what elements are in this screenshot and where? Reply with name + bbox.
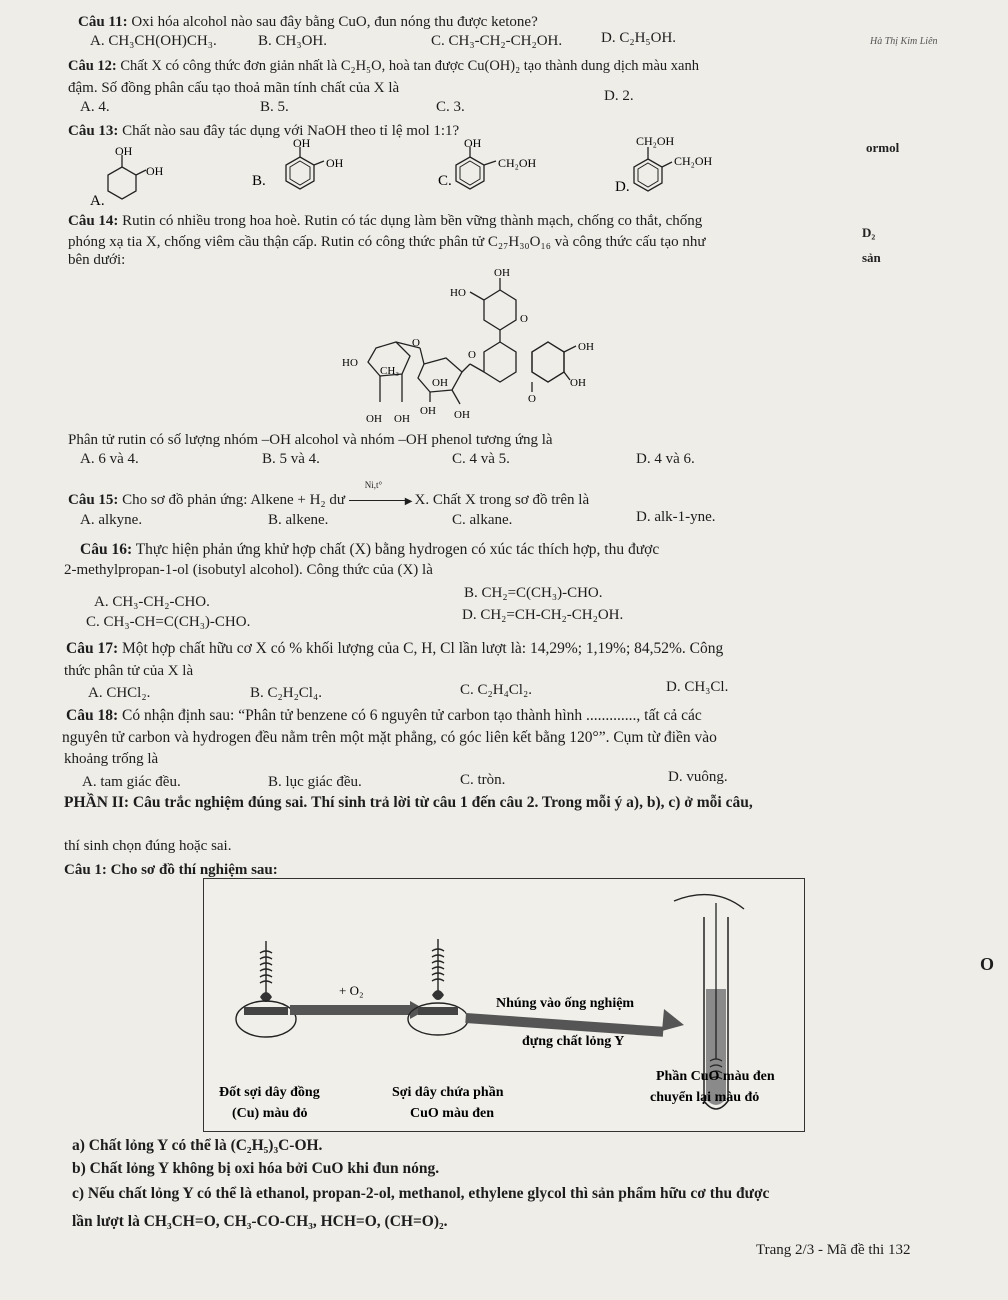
question-16-text-line2: 2-methylpropan-1-ol (isobutyl alcohol). Công thức của (X) là — [64, 562, 433, 578]
part-2-header — [64, 794, 753, 812]
part-2-text-line2: thí sinh chọn đúng hoặc sai. — [64, 838, 232, 854]
q13-d-ch2oh1: CH₂OH — [636, 135, 675, 148]
question-14-stem — [68, 213, 702, 230]
q16-option-d[interactable]: D. CH₂=CH-CH₂-CH₂OH. — [462, 607, 624, 623]
corner-handwritten-note: Hà Thị Kim Liên — [870, 36, 938, 47]
q17-option-b[interactable]: B. C₂H₂Cl₄. — [250, 685, 322, 701]
part-2-title: PHẦN II: Câu trắc nghiệm đúng sai. — [64, 794, 308, 811]
q14-question: Phân tử rutin có số lượng nhóm –OH alcohol và nhóm –OH phenol tương ứng là — [68, 432, 553, 448]
part2-question-1-number: Câu 1: — [64, 862, 107, 878]
question-14-number: Câu 14: — [68, 213, 119, 229]
q14-option-d[interactable]: D. 4 và 6. — [636, 451, 695, 467]
rutin-oh-4: OH — [432, 377, 448, 389]
question-16-stem — [80, 541, 659, 559]
rutin-ho-2: HO — [342, 357, 358, 369]
label-burn-1: Đốt sợi dây đồng — [219, 1085, 320, 1100]
q13-b-oh2: OH — [326, 156, 344, 170]
q14-option-a[interactable]: A. 6 và 4. — [80, 451, 139, 467]
label-wire-1: Sợi dây chứa phần — [392, 1085, 504, 1100]
question-11-number: Câu 11: — [78, 14, 128, 30]
q13-label-a[interactable]: A. — [90, 193, 105, 209]
rutin-ho-1: HO — [450, 287, 466, 299]
question-12-stem — [68, 58, 699, 75]
question-15-stem — [68, 480, 590, 509]
question-18-stem — [66, 707, 702, 725]
copper-coil-2 — [432, 939, 444, 995]
q11-option-b[interactable]: B. CH₃OH. — [258, 33, 327, 49]
q13-right-edge-text: ormol — [866, 140, 900, 155]
q12-option-b[interactable]: B. 5. — [260, 99, 289, 115]
question-16-text: Thực hiện phản ứng khử hợp chất (X) bằng hydrogen có xúc tác thích hợp, thu được — [135, 541, 660, 558]
rutin-structure — [320, 262, 640, 432]
question-11-text: Oxi hóa alcohol nào sau đây bằng CuO, đun nóng thu được ketone? — [131, 14, 538, 30]
q13-b-oh1: OH — [293, 136, 311, 150]
label-dip-2: đựng chất lỏng Y — [522, 1034, 625, 1049]
label-tube-1: Phần CuO màu đen — [656, 1069, 775, 1084]
rutin-oh-6: OH — [366, 413, 382, 425]
q15-reaction-arrow: Ni,t° ▶ — [349, 492, 411, 509]
part2-right-edge-text: O — [980, 954, 995, 974]
part2-q1-statement-c-line2: lần lượt là CH₃CH=O, CH₃-CO-CH₃, HCH=O, (CH=O)₂. — [72, 1213, 448, 1230]
q14-option-c[interactable]: C. 4 và 5. — [452, 451, 510, 467]
part2-q1-statement-a[interactable]: a) Chất lỏng Y có thể là (C₂H₅)₃C-OH. — [72, 1137, 323, 1154]
q11-option-c[interactable]: C. CH₃-CH₂-CH₂OH. — [431, 33, 563, 49]
copper-coil-1 — [260, 941, 272, 997]
q14-right-edge-text1: D₂ — [862, 225, 876, 240]
question-13-number: Câu 13: — [68, 123, 119, 139]
label-wire-2: CuO màu đen — [410, 1106, 495, 1121]
question-14-text-line3: bên dưới: — [68, 252, 126, 268]
experiment-drawing — [204, 879, 804, 1131]
rutin-a-ring — [532, 342, 564, 382]
q11-option-d[interactable]: D. C₂H₅OH. — [601, 30, 677, 46]
q13-label-b[interactable]: B. — [252, 173, 266, 189]
question-15-number: Câu 15: — [68, 492, 119, 508]
q13-label-c[interactable]: C. — [438, 173, 452, 189]
rutin-oh-3: OH — [570, 377, 586, 389]
question-15-text-pre: Cho sơ đồ phản ứng: Alkene + H₂ dư — [122, 492, 346, 508]
rutin-oh-8: OH — [454, 409, 470, 421]
arrow-1 — [290, 1001, 426, 1019]
rutin-o-glycoside: O — [468, 349, 476, 361]
q17-option-d[interactable]: D. CH₃Cl. — [666, 679, 729, 695]
rutin-o-bridge: O — [412, 337, 420, 349]
experiment-figure — [203, 878, 805, 1132]
q12-option-a[interactable]: A. 4. — [80, 99, 110, 115]
question-17-stem — [66, 640, 723, 658]
arrow-2 — [465, 1009, 684, 1037]
q14-option-b[interactable]: B. 5 và 4. — [262, 451, 320, 467]
q13-c-oh: OH — [464, 136, 482, 150]
q15-option-b[interactable]: B. alkene. — [268, 512, 329, 528]
rutin-oh-7: OH — [394, 413, 410, 425]
rutin-o-ring: O — [520, 313, 528, 325]
rutin-oh-1: OH — [494, 267, 510, 279]
question-16-number: Câu 16: — [80, 541, 133, 558]
burner-flame-1 — [236, 992, 296, 1037]
q18-option-b[interactable]: B. lục giác đều. — [268, 774, 362, 790]
q13-structures — [60, 135, 780, 215]
question-18-text: Có nhận định sau: “Phân tử benzene có 6 nguyên tử carbon tạo thành hình ............., tất cả các — [121, 707, 702, 724]
question-11-stem — [78, 14, 538, 31]
question-17-text-line2: thức phân tử của X là — [64, 663, 194, 679]
rutin-oh-2: OH — [578, 341, 594, 353]
q13-structure-b — [252, 136, 344, 189]
q17-option-a[interactable]: A. CHCl₂. — [88, 685, 151, 701]
q13-d-ch2oh2: CH₂OH — [674, 154, 713, 168]
part2-q1-statement-c[interactable]: c) Nếu chất lỏng Y có thể là ethanol, propan-2-ol, methanol, ethylene glycol thì sản phẩm hữu cơ thu được — [72, 1185, 770, 1202]
q12-option-c[interactable]: C. 3. — [436, 99, 465, 115]
q15-option-a[interactable]: A. alkyne. — [80, 512, 143, 528]
part-2-text: Thí sinh trả lời từ câu 1 đến câu 2. Trong mỗi ý a), b), c) ở mỗi câu, — [311, 794, 753, 811]
q13-structure-a — [90, 144, 164, 209]
rutin-o-carbonyl: O — [528, 393, 536, 405]
question-18-number: Câu 18: — [66, 707, 119, 724]
q11-option-a[interactable]: A. CH₃CH(OH)CH₃. — [90, 33, 217, 49]
question-18-text-line2: nguyên tử carbon và hydrogen đều nằm trên một mặt phẳng, có góc liên kết bằng 120°”. Cụm từ điền vào — [62, 729, 717, 746]
q17-option-c[interactable]: C. C₂H₄Cl₂. — [460, 682, 532, 698]
q18-option-c[interactable]: C. tròn. — [460, 772, 506, 788]
question-12-text-line2: đậm. Số đồng phân cấu tạo thoả mãn tính chất của X là — [68, 80, 400, 96]
question-14-text: Rutin có nhiều trong hoa hoè. Rutin có tác dụng làm bền vững thành mạch, chống co thắt, chống — [122, 213, 703, 229]
oxygen-label: + O₂ — [339, 983, 364, 998]
label-burn-2: (Cu) màu đỏ — [232, 1106, 308, 1121]
question-13-text: Chất nào sau đây tác dụng với NaOH theo tỉ lệ mol 1:1? — [122, 123, 460, 139]
q15-option-c[interactable]: C. alkane. — [452, 512, 513, 528]
question-12-text: Chất X có công thức đơn giản nhất là C₂H₅O, hoà tan được Cu(OH)₂ tạo thành dung dịch màu xanh — [120, 58, 699, 74]
q12-option-d[interactable]: D. 2. — [604, 88, 634, 104]
q13-structure-c — [438, 136, 537, 189]
question-15-text-post: X. Chất X trong sơ đồ trên là — [414, 492, 590, 508]
question-14-text-line2: phóng xạ tia X, chống viêm cầu thận cấp. Rutin có công thức phân tử C₂₇H₃₀O₁₆ và công thức cấu tạo như — [68, 234, 706, 250]
page-footer: Trang 2/3 - Mã đề thi 132 — [756, 1242, 911, 1258]
part2-question-1-stem — [64, 862, 278, 879]
q18-option-d[interactable]: D. vuông. — [668, 769, 728, 785]
q15-condition: Ni,t° — [364, 480, 383, 490]
q15-option-d[interactable]: D. alk-1-yne. — [636, 509, 716, 525]
q13-c-ch2oh: CH₂OH — [498, 156, 537, 170]
question-18-text-line3: khoảng trống là — [64, 751, 159, 767]
question-12-number: Câu 12: — [68, 58, 117, 74]
q13-a-oh2: OH — [146, 164, 164, 178]
rutin-c-ring — [484, 342, 516, 382]
label-dip-1: Nhúng vào ống nghiệm — [496, 996, 635, 1011]
q14-right-edge-text2: sản — [862, 250, 881, 265]
q13-label-d[interactable]: D. — [615, 179, 630, 195]
q13-structure-d — [615, 135, 713, 195]
rutin-ch3: CH₃ — [380, 365, 400, 377]
q16-option-c[interactable]: C. CH₃-CH=C(CH₃)-CHO. — [86, 614, 251, 630]
label-tube-2: chuyển lại màu đỏ — [650, 1090, 760, 1105]
q16-option-a[interactable]: A. CH₃-CH₂-CHO. — [94, 594, 210, 610]
question-17-text: Một hợp chất hữu cơ X có % khối lượng của C, H, Cl lần lượt là: 14,29%; 1,19%; 84,52%. Công — [121, 640, 724, 657]
rutin-oh-5: OH — [420, 405, 436, 417]
rutin-b-ring — [484, 290, 516, 330]
q18-option-a[interactable]: A. tam giác đều. — [82, 774, 181, 790]
part2-question-1-text: Cho sơ đồ thí nghiệm sau: — [110, 862, 278, 878]
part2-q1-statement-b[interactable]: b) Chất lỏng Y không bị oxi hóa bởi CuO khi đun nóng. — [72, 1160, 440, 1177]
question-17-number: Câu 17: — [66, 640, 119, 657]
q13-a-oh1: OH — [115, 144, 133, 158]
q16-option-b[interactable]: B. CH₂=C(CH₃)-CHO. — [464, 585, 603, 601]
